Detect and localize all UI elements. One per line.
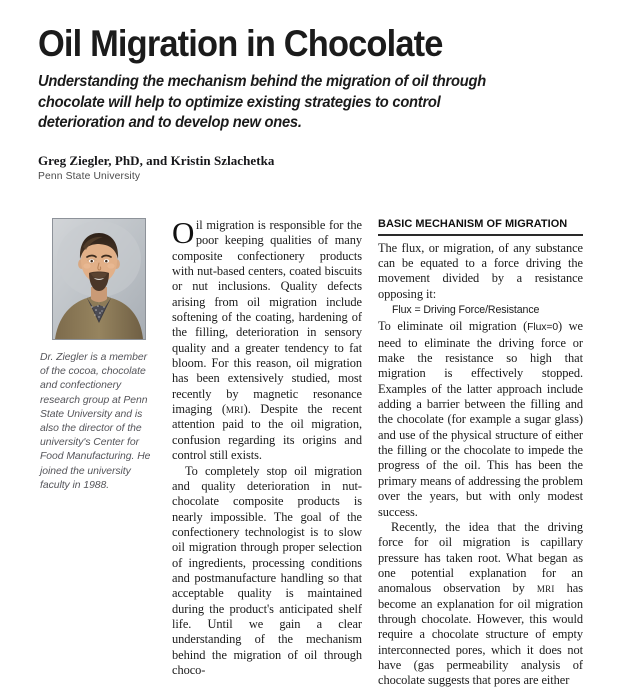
column-right [378, 218, 583, 689]
section-paragraph-3-tail: has become an explanation for oil migration through chocolate. However, this would require a chocolate structure of empty interconnected pores, which it does not have (gas permeability analysis of chocolate suggests that pores are either [378, 581, 583, 688]
body-paragraph-1-tail: ). Despite the recent attention paid to the oil migration, confusion regarding its origins and control still exists. [172, 402, 362, 463]
body-paragraph-1-text: il migration is responsible for the poor keeping qualities of many composite confectionery products with nut-based centers, coated biscuits or nut inclusions. Quality defects arising from oil migration include softening of the coating, hardening of the filling, deterioration in sensory quality and a greater tendency to fat bloom. For this reason, oil migration has been extensively studied, most recently by magnetic resonance imaging ( [172, 218, 362, 417]
section-paragraph-1: The flux, or migration, of any substance can be equated to a force driving the movement divided by a resistance opposing it: [378, 240, 583, 301]
section-paragraph-2-rest: ) we need to eliminate the driving force or make the resistance so high that migration is effectively stopped. Examples of the latter approach include adding a barrier between the filling and the chocolate (for example a sugar glass) and use of the physical structure of either the filling or the chocolate to impede the progress of the oil. This has been the primary means of addressing the problem over the years, but with only modest success. [378, 319, 583, 519]
byline-authors: Greg Ziegler, PhD, and Kristin Szlachetka [38, 152, 275, 168]
flux-equation: Flux = Driving Force/Resistance [392, 303, 540, 316]
flux-inline-value: =0 [546, 322, 559, 334]
body-paragraph-1 [172, 215, 362, 464]
byline [38, 153, 590, 183]
column-middle [172, 215, 362, 678]
page-title: Oil Migration in Chocolate [38, 23, 443, 64]
section-paragraph-3-lead: Recently, the idea that the driving force for oil migration is capillary pressure has taken root. What began as one potential explanation for an anomalous observation by [378, 519, 583, 596]
section-paragraph-3 [378, 520, 583, 689]
column-left [38, 218, 160, 493]
section-paragraph-2-lead: To eliminate oil migration ( [378, 319, 528, 334]
body-paragraph-2: To completely stop oil migration and quality deterioration in nut-chocolate composite products is nearly impossible. The goal of the confectionery technologist is to slow oil migration through proper selection of ingredients, processing conditions and postmanufacture handling so that acceptable quality is maintained during the product's anticipated shelf life. Until we gain a clear understanding of the mechanism behind the migration of oil through choco- [172, 463, 362, 677]
section-heading: BASIC MECHANISM OF MIGRATION [378, 218, 568, 230]
byline-affiliation: Penn State University [38, 170, 141, 182]
section-paragraph-2 [378, 319, 583, 519]
masthead [38, 24, 590, 183]
portrait-caption: Dr. Ziegler is a member of the cocoa, chocolate and confectionery research group at Penn State University and is also the director of the university's Center for Food Manufacturing. He joined the university faculty in 1988. [40, 352, 151, 491]
mri-smallcaps-2: mri [536, 581, 555, 596]
article-subtitle: Understanding the mechanism behind the migration of oil through chocolate will help to optimize existing strategies to control deterioration and to develop new ones. [38, 73, 486, 131]
portrait-image [53, 219, 145, 339]
drop-cap: O [172, 215, 195, 250]
article-columns [0, 215, 620, 688]
section-heading-rule [378, 234, 583, 236]
flux-inline-term: Flux [527, 322, 547, 334]
mri-smallcaps: mri [225, 402, 244, 417]
author-portrait-photo [52, 218, 146, 340]
